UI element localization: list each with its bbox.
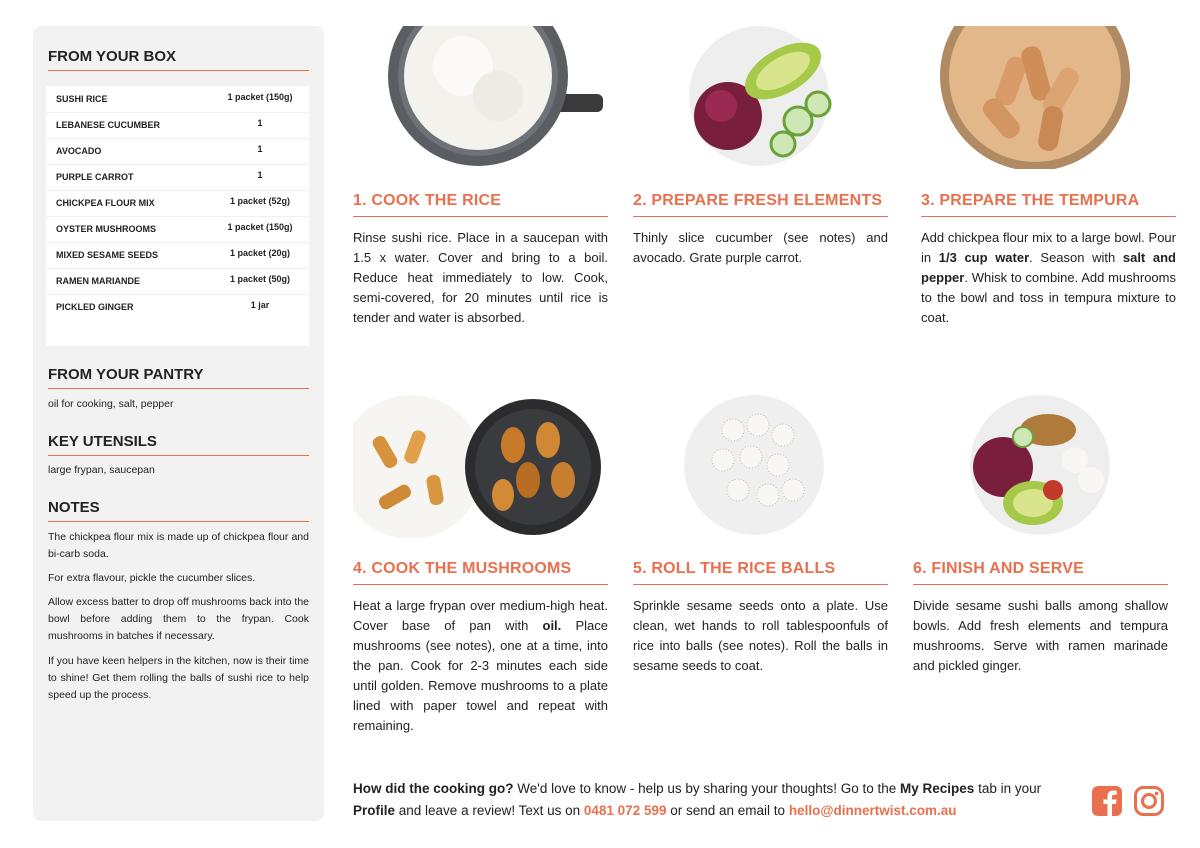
footer-question: How did the cooking go? <box>353 781 514 796</box>
note-1: The chickpea flour mix is made up of chickpea flour and bi-carb soda. <box>48 531 309 560</box>
ingredient-qty: 1 packet (50g) <box>229 274 291 284</box>
finished-bowl-photo <box>913 395 1168 538</box>
ingredient-name: SUSHI RICE <box>56 94 108 104</box>
rice-in-saucepan-photo <box>353 26 608 169</box>
table-row <box>46 164 309 191</box>
ingredient-name: RAMEN MARIANDE <box>56 276 140 286</box>
ingredient-qty: 1 <box>257 118 263 128</box>
tempura-bowl-photo <box>921 26 1176 169</box>
rice-balls-plate-photo <box>633 395 888 538</box>
profile-link[interactable]: Profile <box>353 803 396 818</box>
utensils-text: large frypan, saucepan <box>48 464 155 476</box>
mushrooms-frying-photo <box>353 395 608 538</box>
note-3: Allow excess batter to drop off mushrooms back into the bowl before adding them to the frypan. Cook mushrooms in batches if necessary. <box>48 596 309 642</box>
table-row <box>46 294 309 320</box>
step-text-part: Divide sesame sushi balls among shallow bowls. Add fresh elements and tempura mushrooms. Serve with ramen marinade and pickled ginger. <box>913 598 1168 673</box>
ingredient-name: PURPLE CARROT <box>56 172 134 182</box>
ingredient-qty: 1 jar <box>250 300 270 310</box>
step-3-text <box>921 228 1176 328</box>
step-2-title: 2. PREPARE FRESH ELEMENTS <box>633 192 888 217</box>
footer-text: or send an email to <box>666 803 789 818</box>
pantry-text: oil for cooking, salt, pepper <box>48 398 174 410</box>
step-text-part: Thinly slice cucumber (see notes) and avocado. Grate purple carrot. <box>633 230 888 265</box>
step-4-text <box>353 596 608 736</box>
table-row <box>46 216 309 243</box>
ingredient-qty: 1 <box>257 144 263 154</box>
ingredient-qty: 1 <box>257 170 263 180</box>
from-your-box-title: FROM YOUR BOX <box>48 48 309 71</box>
ingredient-name: MIXED SESAME SEEDS <box>56 250 159 260</box>
note-4: If you have keen helpers in the kitchen, now is their time to shine! Get them rolling the balls of sushi rice to help speed up the process. <box>48 655 309 701</box>
my-recipes-link[interactable]: My Recipes <box>900 781 975 796</box>
step-3-title: 3. PREPARE THE TEMPURA <box>921 192 1176 217</box>
facebook-icon[interactable] <box>1091 785 1123 822</box>
notes-title: NOTES <box>48 499 309 522</box>
table-row <box>46 242 309 269</box>
step-6-title: 6. FINISH AND SERVE <box>913 560 1168 585</box>
instagram-icon[interactable] <box>1133 785 1165 822</box>
footer-text: and leave a review! Text us on <box>395 803 584 818</box>
step-4-title: 4. COOK THE MUSHROOMS <box>353 560 608 585</box>
step-text-part: Sprinkle sesame seeds onto a plate. Use clean, wet hands to roll tablespoonfuls of rice into balls (see notes). Roll the balls in sesame seeds to coat. <box>633 598 888 673</box>
step-5-text <box>633 596 888 676</box>
step-1-title: 1. COOK THE RICE <box>353 192 608 217</box>
step-1-text <box>353 228 608 328</box>
ingredient-name: AVOCADO <box>56 146 102 156</box>
ingredient-qty: 1 packet (52g) <box>229 196 291 206</box>
key-utensils-title: KEY UTENSILS <box>48 433 309 456</box>
feedback-footer <box>353 778 1073 822</box>
ingredient-name: PICKLED GINGER <box>56 302 134 312</box>
step-2-text <box>633 228 888 268</box>
ingredient-qty: 1 packet (150g) <box>227 92 293 102</box>
ingredient-qty: 1 packet (150g) <box>227 222 293 232</box>
email-link[interactable]: hello@dinnertwist.com.au <box>788 803 957 818</box>
step-text-bold: oil. <box>542 618 562 633</box>
table-row <box>46 268 309 295</box>
step-5-title: 5. ROLL THE RICE BALLS <box>633 560 888 585</box>
phone-link[interactable]: 0481 072 599 <box>583 803 667 818</box>
fresh-elements-plate-photo <box>633 26 888 169</box>
table-row <box>46 138 309 165</box>
step-text-part: Rinse sushi rice. Place in a saucepan with 1.5 x water. Cover and bring to a boil. Reduce heat immediately to low. Cook, semi-covered, for 20 minutes until rice is tender and water is absorbed. <box>353 230 608 325</box>
step-text-bold: salt and pepper <box>921 250 1176 285</box>
sidebar <box>33 26 324 821</box>
step-text-part: Heat a large frypan over medium-high heat. Cover base of pan with <box>353 598 608 633</box>
table-row <box>46 86 309 113</box>
table-row <box>46 112 309 139</box>
step-text-part: . Whisk to combine. Add mushrooms to the bowl and toss in tempura mixture to coat. <box>921 270 1176 325</box>
step-text-part: . Season with <box>1029 250 1123 265</box>
from-your-pantry-title: FROM YOUR PANTRY <box>48 366 309 389</box>
step-text-bold: 1/3 cup water <box>938 250 1030 265</box>
ingredient-name: OYSTER MUSHROOMS <box>56 224 157 234</box>
footer-text: We'd love to know - help us by sharing your thoughts! Go to the <box>513 781 901 796</box>
table-row <box>46 190 309 217</box>
step-text-part: Place mushrooms (see notes), one at a time, into the pan. Cook for 2-3 minutes each side until golden. Remove mushrooms to a plate lined with paper towel and repeat with remaining. <box>353 618 608 733</box>
step-6-text <box>913 596 1168 676</box>
ingredients-table <box>46 86 309 346</box>
ingredient-name: LEBANESE CUCUMBER <box>56 120 161 130</box>
ingredient-name: CHICKPEA FLOUR MIX <box>56 198 155 208</box>
ingredient-qty: 1 packet (20g) <box>229 248 291 258</box>
step-text-part: Add chickpea flour mix to a large bowl. Pour in <box>921 230 1176 265</box>
footer-text: tab in your <box>974 781 1042 796</box>
note-2: For extra flavour, pickle the cucumber slices. <box>48 572 256 584</box>
